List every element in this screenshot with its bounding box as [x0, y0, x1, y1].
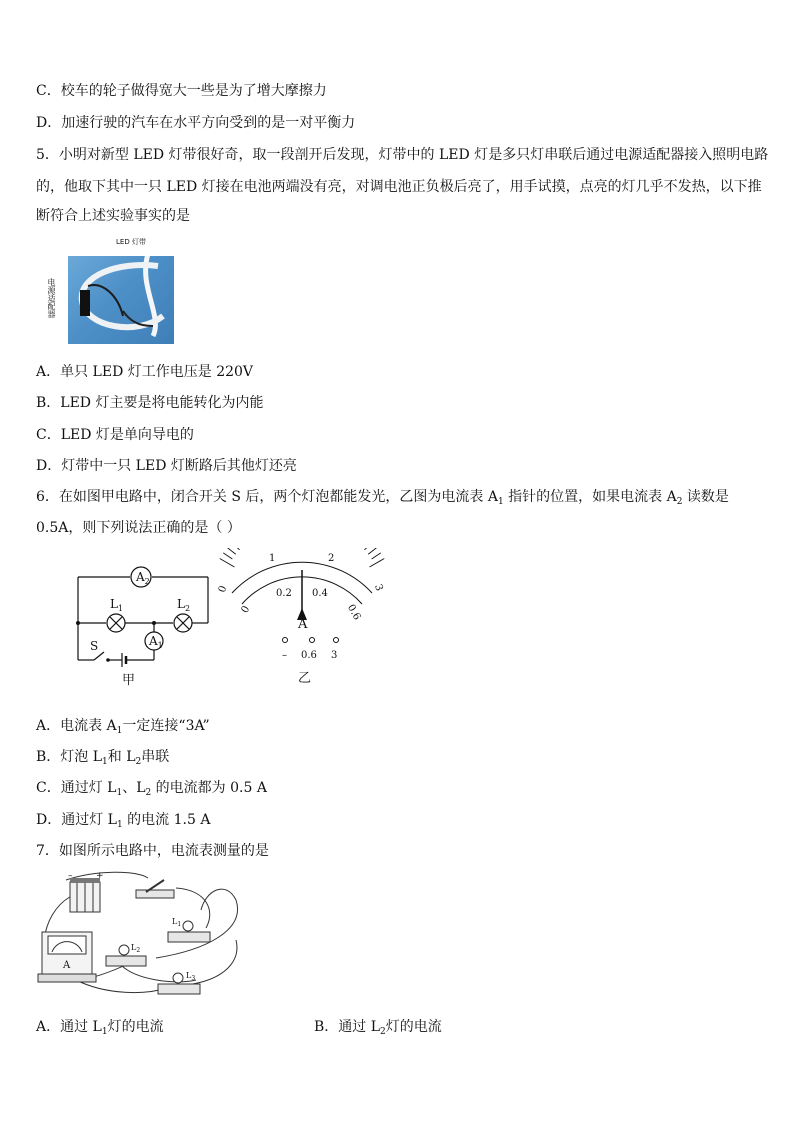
led-strip-photo [68, 256, 174, 344]
dial-tick [372, 553, 381, 559]
meter-unit: A [298, 617, 308, 632]
q5-stem-line-2: 的，他取下其中一只 LED 灯接在电池两端没有亮，对调电池正负极后亮了，用手试摸，点亮的灯几乎不发热，以下推 [36, 179, 762, 195]
a1-label: $A_1$ [149, 634, 163, 650]
q4-option-c: C．校车的轮子做得宽大一些是为了增大摩擦力 [36, 83, 327, 99]
battery-icon [70, 878, 100, 912]
led-strip-label: LED 灯带 [116, 238, 146, 246]
dial-tick [370, 559, 385, 568]
q7-l1-label: $L_1$ [172, 917, 182, 928]
l2-label: $L_2$ [177, 597, 191, 613]
power-adapter-label: 电源适配器 [47, 278, 56, 318]
ammeter-icon [38, 932, 96, 982]
bottom-scale-06: 0.6 [344, 602, 363, 623]
battery-minus-label: – [68, 871, 73, 881]
q7-option-b: B．通过 $L_2$灯的电流 [314, 1019, 442, 1037]
q7-l3-label: $L_3$ [186, 971, 196, 982]
q6-option-d: D．通过灯 $L_1$ 的电流 1.5 A [36, 812, 211, 830]
dial-tick [231, 548, 239, 550]
l1-label: $L_1$ [110, 597, 124, 613]
bottom-scale-04: 0.4 [312, 588, 328, 599]
switch-icon [136, 880, 174, 898]
q6-stem-line-2: 0.5A，则下列说法正确的是（ ） [36, 520, 241, 536]
circuit-pictorial [36, 870, 246, 1000]
meter-caption: 乙 [298, 671, 312, 686]
q5-stem-line-1: 5．小明对新型 LED 灯带很好奇，取一段剖开后发现，灯带中的 LED 灯是多只灯串联后通过电源适配器接入照明电路 [36, 147, 769, 163]
a2-label: $A_2$ [136, 570, 150, 586]
top-scale-3: 3 [372, 582, 385, 593]
top-scale-1: 1 [269, 553, 276, 564]
dial-tick [364, 548, 372, 550]
top-scale-2: 2 [328, 553, 335, 564]
top-scale-0: 0 [216, 584, 230, 595]
ammeter-dial-yi [214, 548, 394, 688]
terminal-minus: – [282, 650, 287, 661]
q6-option-a: A．电流表 $A_1$一定连接“3A” [36, 718, 210, 736]
q5-option-d: D．灯带中一只 LED 灯断路后其他灯还亮 [36, 458, 297, 474]
terminal-06: 0.6 [301, 650, 317, 661]
dial-tick [220, 559, 235, 568]
q7-l2-label: $L_2$ [131, 943, 141, 954]
q6-stem-line-1: 6．在如图甲电路中，闭合开关 S 后，两个灯泡都能发光，乙图为电流表 $A_1$ 指针的位置，如果电流表 $A_2$ 读数是 [36, 489, 729, 507]
dial-tick [368, 548, 377, 554]
q7-option-a: A．通过 $L_1$灯的电流 [36, 1019, 164, 1037]
battery-plus-label: + [96, 871, 104, 881]
bottom-scale-02: 0.2 [276, 588, 292, 599]
q5-option-c: C．LED 灯是单向导电的 [36, 427, 194, 443]
switch-label: S [90, 639, 99, 653]
q5-stem-line-3: 断符合上述实验事实的是 [36, 208, 190, 224]
q6-option-c: C．通过灯 $L_1$、$L_2$ 的电流都为 0.5 A [36, 780, 267, 798]
bottom-scale-0: 0 [239, 604, 253, 616]
terminal-3: 3 [331, 650, 338, 661]
q7-stem: 7．如图所示电路中，电流表测量的是 [36, 843, 269, 859]
dial-tick [223, 553, 232, 559]
q5-option-a: A．单只 LED 灯工作电压是 220V [36, 364, 254, 380]
q6-option-b: B．灯泡 $L_1$和 $L_2$串联 [36, 749, 170, 767]
circuit-caption: 甲 [122, 673, 136, 688]
q7-meter-label: A [63, 960, 71, 971]
q4-option-d: D．加速行驶的汽车在水平方向受到的是一对平衡力 [36, 115, 356, 131]
circuit-diagram-jia [70, 550, 220, 690]
dial-tick [227, 548, 236, 554]
q5-option-b: B．LED 灯主要是将电能转化为内能 [36, 395, 264, 411]
